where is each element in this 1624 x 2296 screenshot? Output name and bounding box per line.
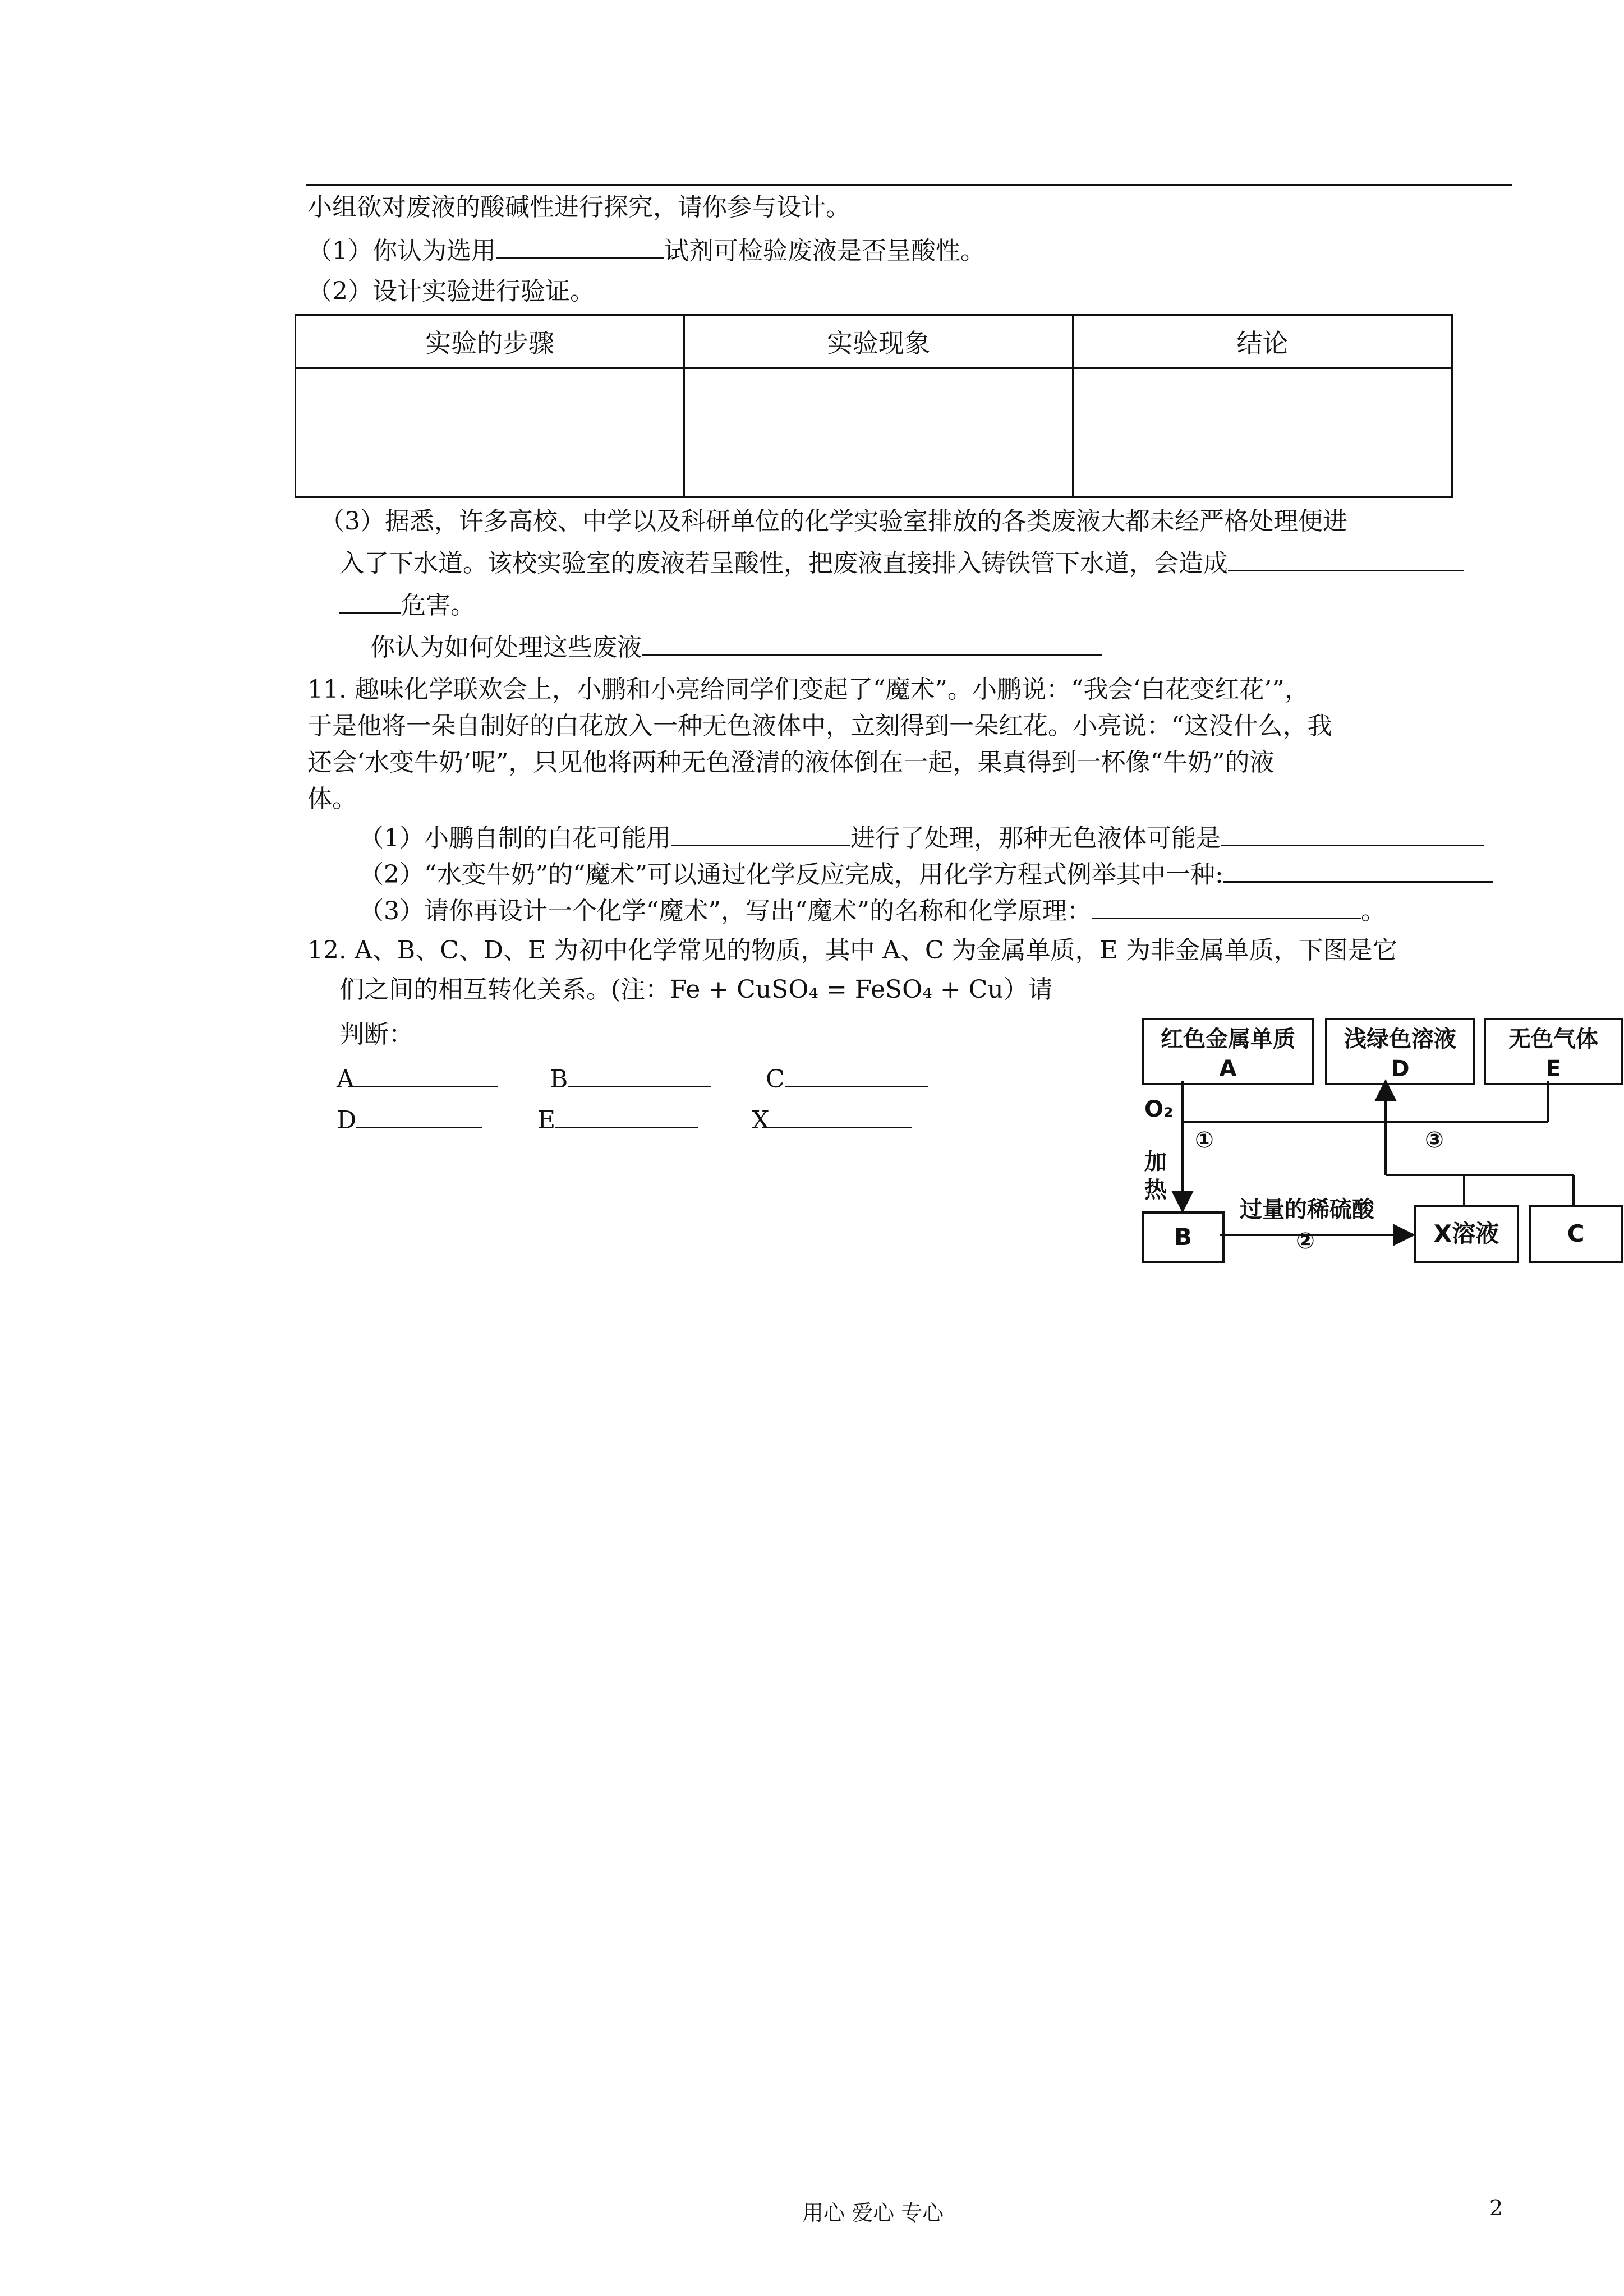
answer-a [337,1063,498,1096]
box-a-letter: A [1219,1056,1237,1082]
label-heat-2: 热 [1144,1177,1167,1203]
answer-d [337,1104,482,1137]
q11-sub1 [359,822,1484,855]
table-header-conclusion: 结论 [1073,315,1452,368]
label-acid: 过量的稀硫酸 [1240,1197,1374,1223]
q11-sub1-before: （1）小鹏自制的白花可能用 [359,824,671,852]
answer-c-label: C [766,1065,785,1094]
label-heat-1: 加 [1144,1149,1167,1175]
table-header-steps: 实验的步骤 [296,315,684,368]
q10-part3-line3-text: 危害。 [401,591,475,620]
header-rule [306,184,1512,186]
box-b-label: B [1174,1223,1192,1251]
q12-line2: 们之间的相互转化关系。(注：Fe + CuSO₄ = FeSO₄ + Cu）请 [339,975,1053,1004]
q11-sub3-before: （3）请你再设计一个化学“魔术”，写出“魔术”的名称和化学原理： [359,897,1092,925]
q10-part4-text: 你认为如何处理这些废液 [370,633,642,662]
q11-flower-blank[interactable] [671,822,850,846]
q10-part3-line2 [339,547,1464,580]
label-step3: ③ [1425,1127,1444,1153]
answer-x-blank[interactable] [769,1104,912,1128]
q10-harm-blank[interactable] [1228,547,1464,571]
box-d [1325,1018,1475,1085]
table-cell-steps[interactable] [296,368,684,497]
q10-part3-line3 [339,589,475,623]
q11-magic-blank[interactable] [1092,895,1361,919]
box-d-letter: D [1391,1056,1410,1082]
footer-center: 用心 爱心 专心 [802,2201,944,2225]
label-o2: O₂ [1144,1096,1174,1122]
answer-a-blank[interactable] [355,1063,498,1087]
q12-line1: 12. A、B、C、D、E 为初中化学常见的物质，其中 A、C 为金属单质，E 为非金属单质，下图是它 [307,936,1397,965]
box-e-letter: E [1545,1056,1561,1082]
answer-b-label: B [550,1065,568,1094]
q11-sub3-after: 。 [1360,897,1386,925]
experiment-table [295,314,1453,498]
q10-part1-before: （1）你认为选用 [307,237,496,265]
page-number: 2 [1489,2196,1503,2220]
answer-d-label: D [337,1106,357,1135]
box-e-title: 无色气体 [1508,1026,1598,1052]
answer-d-blank[interactable] [356,1104,482,1128]
q10-harm-blank-cont[interactable] [339,589,401,614]
answer-e-blank[interactable] [555,1104,698,1128]
q11-line4: 体。 [307,785,357,813]
q10-part4 [370,631,1102,665]
box-x [1414,1205,1519,1263]
answer-e [537,1104,698,1137]
q10-treatment-blank[interactable] [642,631,1102,656]
box-e [1484,1018,1623,1085]
q11-sub1-middle: 进行了处理，那种无色液体可能是 [850,824,1221,852]
answer-e-label: E [537,1106,556,1135]
q10-part2: （2）设计实验进行验证。 [307,277,595,306]
answer-b [550,1063,711,1096]
q11-sub3 [359,895,1386,928]
q10-part3-line1: （3）据悉，许多高校、中学以及科研单位的化学实验室排放的各类废液大都未经严格处理便进 [320,507,1347,536]
q10-part1 [307,234,985,268]
box-c-label: C [1567,1220,1585,1247]
q10-part1-after: 试剂可检验废液是否呈酸性。 [664,237,985,265]
q11-sub2-text: （2）“水变牛奶”的“魔术”可以通过化学反应完成，用化学方程式例举其中一种: [359,860,1223,889]
table-cell-phenomenon[interactable] [684,368,1073,497]
table-cell-conclusion[interactable] [1073,368,1452,497]
box-c [1529,1205,1623,1263]
label-step2: ② [1296,1228,1315,1254]
box-a [1142,1018,1314,1085]
answer-b-blank[interactable] [568,1063,711,1087]
box-a-title: 红色金属单质 [1161,1026,1295,1052]
q10-part3-line2-text: 入了下水道。该校实验室的废液若呈酸性，把废液直接排入铸铁管下水道，会造成 [339,549,1228,578]
table-header-phenomenon: 实验现象 [684,315,1073,368]
answer-c [766,1063,928,1096]
q11-liquid-blank[interactable] [1221,822,1484,846]
q11-equation-blank[interactable] [1223,859,1493,883]
label-step1: ① [1195,1127,1214,1153]
box-b [1142,1211,1225,1263]
q11-sub2 [359,858,1493,892]
q11-line2: 于是他将一朵自制好的白花放入一种无色液体中，立刻得到一朵红花。小亮说：“这没什么，我 [307,712,1332,740]
answer-x-label: X [752,1106,770,1135]
answer-a-label: A [337,1065,355,1094]
q10-reagent-blank[interactable] [496,235,664,259]
box-x-label: X溶液 [1433,1220,1499,1247]
intro-line: 小组欲对废液的酸碱性进行探究，请你参与设计。 [307,193,850,222]
q11-line1: 11. 趣味化学联欢会上，小鹏和小亮给同学们变起了“魔术”。小鹏说：“我会‘白花变红花’”， [307,675,1309,704]
box-d-title: 浅绿色溶液 [1344,1026,1456,1052]
answer-c-blank[interactable] [785,1063,928,1087]
q12-line3: 判断： [339,1020,413,1049]
answer-x [752,1104,912,1137]
q11-line3: 还会‘水变牛奶’呢”，只见他将两种无色澄清的液体倒在一起，果真得到一杯像“牛奶”的液 [307,748,1275,777]
